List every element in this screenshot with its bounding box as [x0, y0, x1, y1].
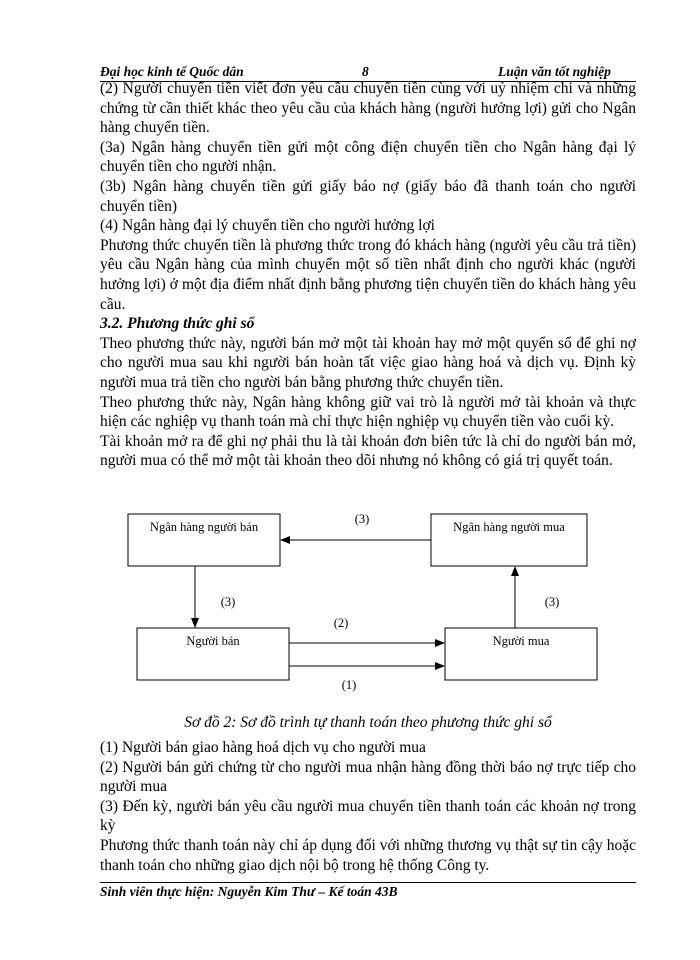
footer-text: Sinh viên thực hiện: Nguyễn Kim Thư – Kế toán 43B — [100, 884, 398, 899]
paragraph-definition: Phương thức chuyển tiền là phương thức trong đó khách hàng (người yêu cầu trả tiền) yêu cầu Ngân hàng của mình chuyển một số tiền nhất định cho người khác (người hưởng lợi) ở một địa điểm nhất định bằng phương tiện chuyển tiền do khách hàng yêu cầu. — [100, 236, 636, 313]
section-paragraph-2: Theo phương thức này, Ngân hàng không giữ vai trò là người mở tài khoản và thực hiện các nghiệp vụ thanh toán mà chỉ thực hiện nghiệp vụ chuyển tiền vào cuối kỳ. — [100, 393, 636, 431]
label-middle-arrow-top: (2) — [333, 616, 349, 630]
seller-label: Người bán — [186, 634, 240, 648]
payment-flow-diagram — [100, 500, 636, 715]
label-left-arrow: (3) — [220, 595, 236, 609]
paragraph-step-4: (4) Ngân hàng đại lý chuyển tiền cho người hưởng lợi — [100, 217, 435, 235]
header-left: Đại học kinh tế Quốc dân — [100, 64, 244, 79]
label-right-arrow: (3) — [544, 595, 560, 609]
paragraph-step-3b: (3b) Ngân hàng chuyển tiền gửi giấy báo nợ (giấy báo đã thanh toán cho người chuyển tiền) — [100, 177, 636, 215]
header-right: Luận văn tốt nghiệp — [498, 64, 611, 79]
buyer-bank-label: Ngân hàng người mua — [453, 520, 565, 534]
section-heading: 3.2. Phương thức ghi sổ — [100, 315, 255, 333]
section-paragraph-1: Theo phương thức này, người bán mở một tài khoản hay mở một quyển sổ để ghi nợ cho người mua sau khi người bán hoàn tất việc giao hàng hoá và dịch vụ. Định kỳ người mua trả tiền cho người bán bằng phương thức chuyển tiền. — [100, 334, 636, 391]
label-middle-arrow-bottom: (1) — [341, 678, 357, 692]
diagram-caption: Sơ đồ 2: Sơ đồ trình tự thanh toán theo phương thức ghi sổ — [184, 714, 552, 731]
buyer-label: Người mua — [492, 634, 550, 648]
paragraph-step-2: (2) Người chuyển tiền viết đơn yêu cầu chuyển tiền cùng với uỷ nhiệm chi và những chứng từ cần thiết khác theo yêu cầu của khách hàng (người hưởng lợi) gửi cho Ngân hàng chuyển tiền. — [100, 80, 636, 137]
footer-rule — [100, 882, 636, 883]
closing-paragraph: Phương thức thanh toán này chỉ áp dụng đối với những thương vụ thật sự tin cậy hoặc thanh toán cho những giao dịch nội bộ trong hệ thống Công ty. — [100, 836, 636, 874]
steps-text — [100, 738, 636, 875]
label-top-arrow: (3) — [354, 512, 370, 526]
paragraph-step-3a: (3a) Ngân hàng chuyển tiền gửi một công điện chuyển tiền cho Ngân hàng đại lý chuyển tiền cho người nhận. — [100, 138, 636, 176]
header-page-number: 8 — [362, 64, 369, 79]
section-paragraph-3: Tài khoản mở ra để ghi nợ phải thu là tài khoản đơn biên tức là chỉ do người bán mở, người mua có thể mở một tài khoản theo dõi nhưng nó không có giá trị quyết toán. — [100, 432, 636, 470]
body-text — [100, 79, 636, 471]
step-3: (3) Đến kỳ, người bán yêu cầu người mua chuyển tiền thanh toán các khoản nợ trong kỳ — [100, 797, 636, 835]
seller-bank-label: Ngân hàng người bán — [149, 520, 259, 534]
step-2: (2) Người bán gửi chứng từ cho người mua nhận hàng đồng thời báo nợ trực tiếp cho người mua — [100, 758, 636, 796]
step-1: (1) Người bán giao hàng hoá dịch vụ cho người mua — [100, 739, 426, 756]
